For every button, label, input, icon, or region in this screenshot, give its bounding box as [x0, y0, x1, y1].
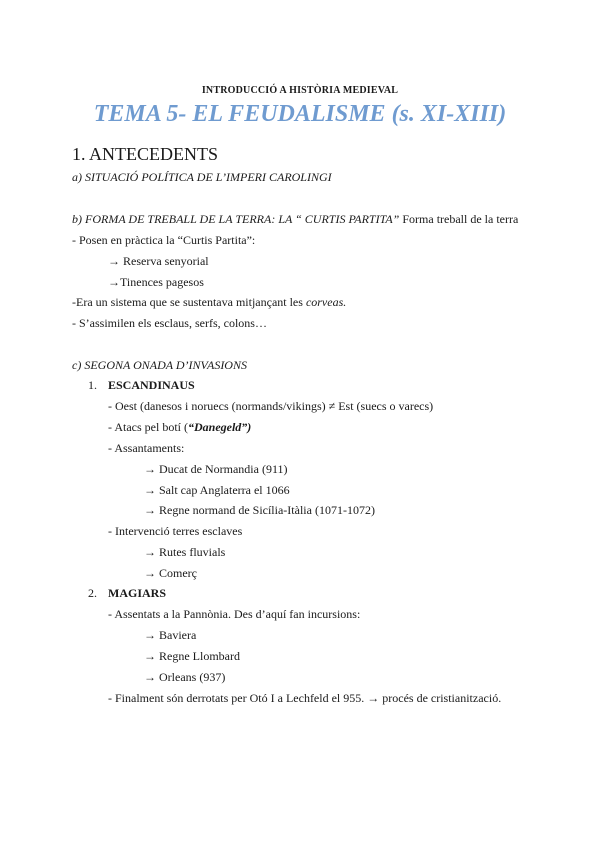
list-title: ESCANDINAUS: [108, 378, 195, 392]
text-line: - Oest (danesos i noruecs (normands/vikings) ≠ Est (suecs o varecs): [108, 399, 434, 413]
arrow-item: → Regne normand de Sicília-Itàlia (1071-1072): [144, 503, 375, 517]
page-title: TEMA 5- EL FEUDALISME (s. XI-XIII): [93, 101, 507, 127]
arrow-item: → Reserva senyorial: [108, 254, 209, 268]
list-heading-magiars: [88, 586, 167, 600]
text-line: - Assantaments:: [108, 441, 185, 455]
botí-line: [108, 420, 251, 434]
list-title: MAGIARS: [108, 586, 167, 600]
arrow-item: →Tinences pagesos: [108, 275, 204, 289]
course-kicker: INTRODUCCIÓ A HISTÒRIA MEDIEVAL: [201, 85, 399, 96]
arrow-item: → Orleans (937): [144, 670, 226, 684]
list-number: 1.: [88, 378, 97, 392]
arrow-item: → Ducat de Normandia (911): [144, 462, 288, 476]
subheading-a: a) SITUACIÓ POLÍTICA DE L’IMPERI CAROLINGI: [72, 170, 332, 184]
subheading-b-line: [72, 212, 518, 226]
corveas-line: [72, 295, 346, 309]
arrow-item: → Comerç: [144, 566, 197, 580]
text-line: - Posen en pràctica la “Curtis Partita”:: [72, 233, 256, 247]
arrow-item: → Baviera: [144, 628, 197, 642]
arrow-item: → Salt cap Anglaterra el 1066: [144, 483, 290, 497]
text-line: - S’assimilen els esclaus, serfs, colons…: [72, 316, 267, 330]
section-heading-antecedents: 1. ANTECEDENTS: [72, 144, 218, 164]
subheading-b: b) FORMA DE TREBALL DE LA TERRA: LA “ CURTIS PARTITA”: [72, 212, 400, 226]
danegeld-term: “Danegeld”): [187, 420, 252, 434]
corveas-term: corveas.: [305, 295, 347, 309]
text-line: - Finalment són derrotats per Otó I a Lechfeld el 955. → procés de cristianització.: [108, 691, 502, 705]
corveas-text: -Era un sistema que se sustentava mitjançant les: [72, 295, 306, 309]
list-heading-escandinaus: [88, 378, 195, 392]
text-line: - Intervenció terres esclaves: [108, 524, 243, 538]
subheading-c: c) SEGONA ONADA D’INVASIONS: [72, 358, 247, 372]
list-number: 2.: [88, 586, 97, 600]
arrow-item: → Rutes fluvials: [144, 545, 226, 559]
text-line: - Assentats a la Pannònia. Des d’aquí fan incursions:: [108, 607, 361, 621]
text: - Atacs pel botí (: [108, 420, 188, 434]
subheading-b-tail: Forma treball de la terra: [399, 212, 519, 226]
arrow-item: → Regne Llombard: [144, 649, 240, 663]
